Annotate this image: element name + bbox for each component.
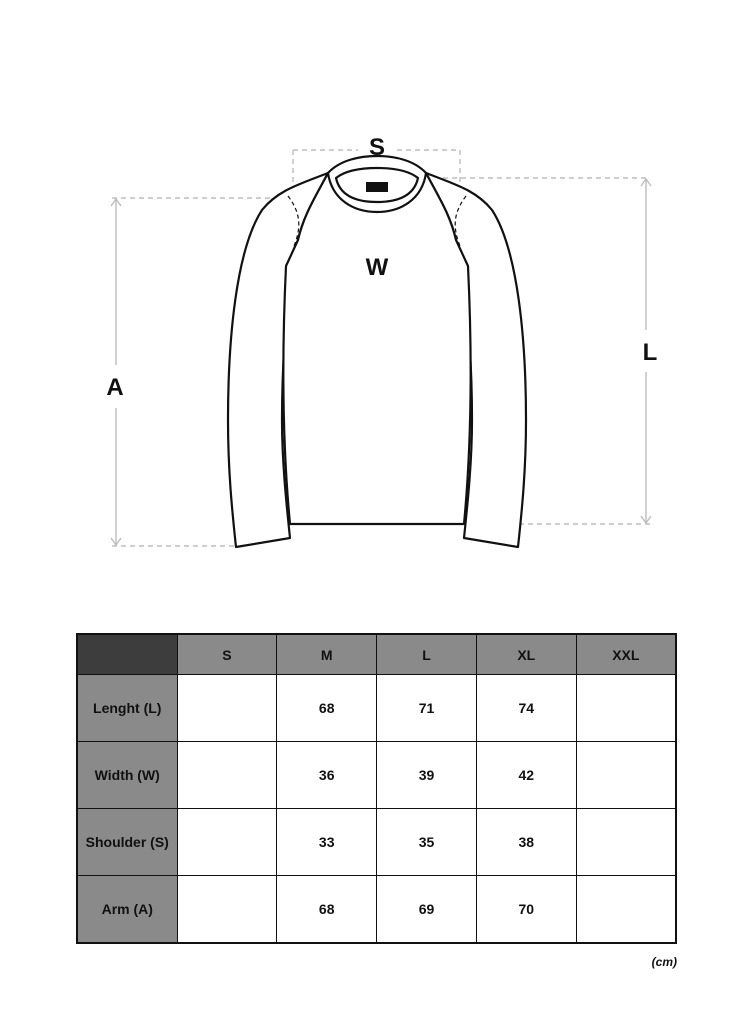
- table-cell: [576, 876, 676, 943]
- row-label-arm: Arm (A): [77, 876, 177, 943]
- sweater-outline: [228, 156, 526, 547]
- table-row: [77, 675, 676, 742]
- table-cell: 33: [277, 809, 377, 876]
- table-cell: [576, 742, 676, 809]
- table-cell: 71: [377, 675, 477, 742]
- table-row: [77, 809, 676, 876]
- table-row: [77, 742, 676, 809]
- label-width: W: [365, 254, 389, 281]
- row-label-length: Lenght (L): [77, 675, 177, 742]
- size-chart-table: [76, 633, 677, 944]
- table-cell: [177, 675, 277, 742]
- table-cell: [177, 876, 277, 943]
- table-cell: [177, 809, 277, 876]
- table-cell: 35: [377, 809, 477, 876]
- column-header-m: M: [277, 634, 377, 675]
- row-label-width: Width (W): [77, 742, 177, 809]
- sweater-body: [283, 173, 470, 524]
- column-header-xl: XL: [476, 634, 576, 675]
- table-cell: 68: [277, 675, 377, 742]
- label-arm: A: [106, 374, 124, 401]
- column-header-s: S: [177, 634, 277, 675]
- table-cell: [177, 742, 277, 809]
- row-label-shoulder: Shoulder (S): [77, 809, 177, 876]
- unit-note: (cm): [651, 955, 677, 969]
- table-cell: 39: [377, 742, 477, 809]
- label-shoulder: S: [368, 134, 386, 161]
- table-cell: 38: [476, 809, 576, 876]
- column-header-l: L: [377, 634, 477, 675]
- label-tag: [366, 182, 388, 192]
- table-cell: [576, 809, 676, 876]
- table-cell: 70: [476, 876, 576, 943]
- table-cell: 69: [377, 876, 477, 943]
- table-cell: [576, 675, 676, 742]
- table-header-row: [77, 634, 676, 675]
- table-row: [77, 876, 676, 943]
- table-corner-cell: [77, 634, 177, 675]
- table-cell: 36: [277, 742, 377, 809]
- table-cell: 42: [476, 742, 576, 809]
- label-length: L: [642, 339, 658, 366]
- column-header-xxl: XXL: [576, 634, 676, 675]
- table-cell: 68: [277, 876, 377, 943]
- table-cell: 74: [476, 675, 576, 742]
